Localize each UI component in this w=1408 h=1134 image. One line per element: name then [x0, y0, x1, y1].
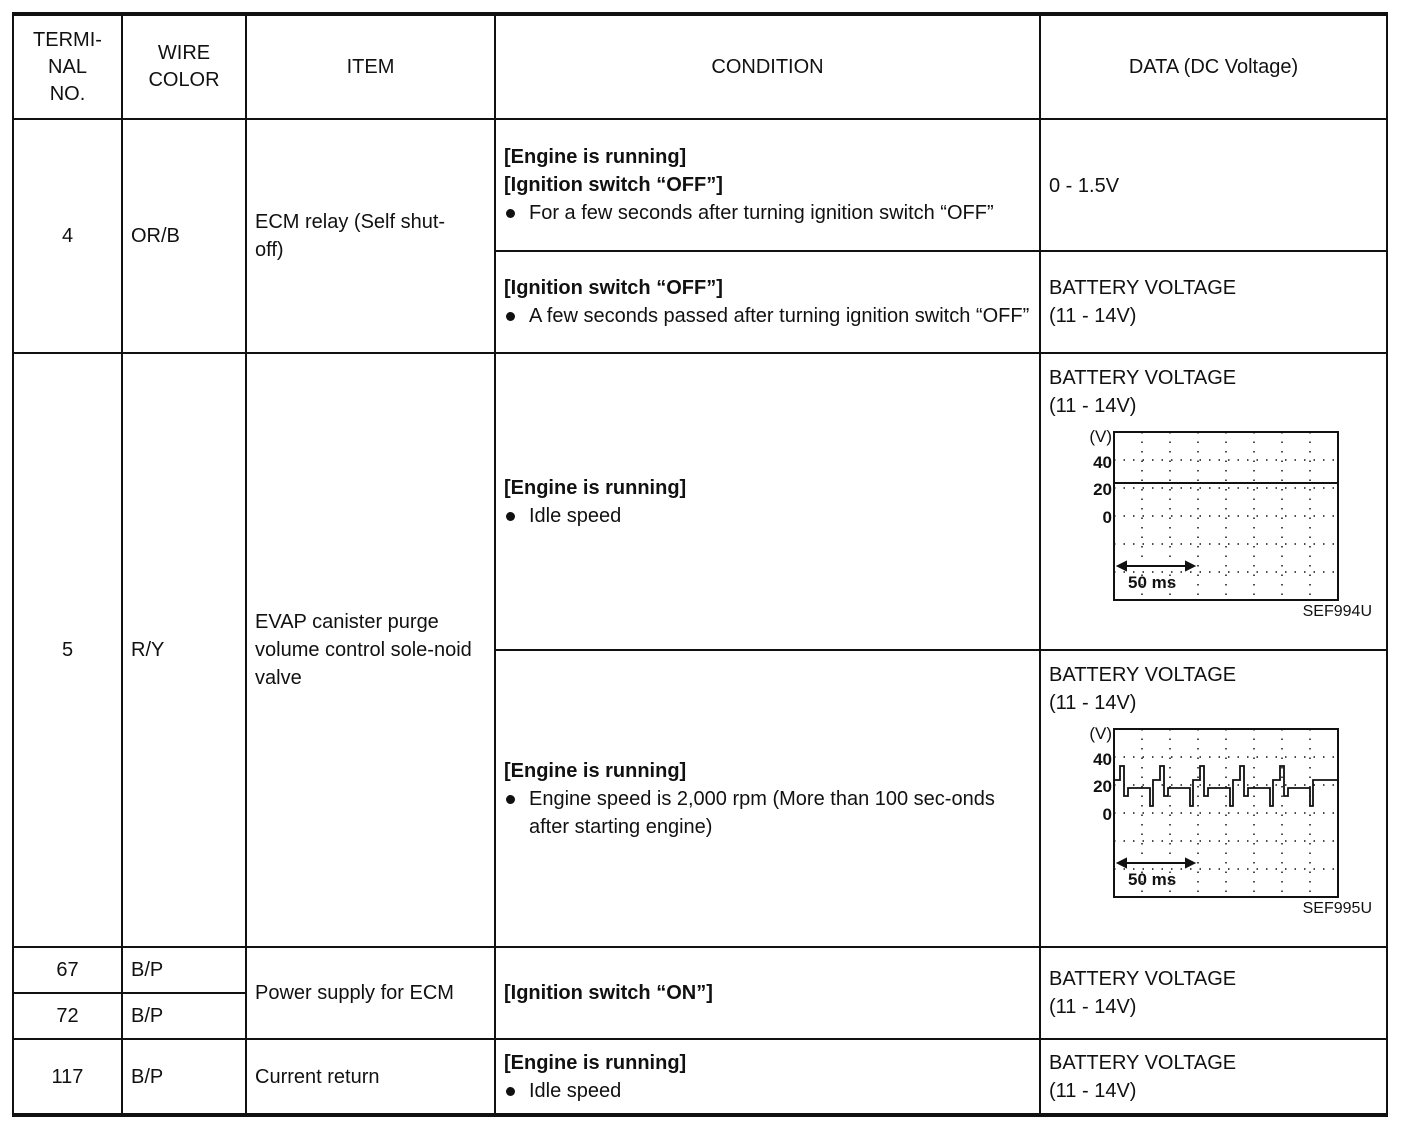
item-cell: Current return	[246, 1039, 495, 1115]
data-value: (11 - 14V)	[1049, 1079, 1137, 1102]
data-cell	[1040, 947, 1387, 1039]
y-tick-label-20: 20	[1093, 777, 1112, 796]
ecm-terminal-table	[12, 12, 1388, 1117]
header-wire-color: WIRE COLOR	[122, 14, 246, 119]
item-cell: EVAP canister purge volume control sole-noid valve	[246, 353, 495, 947]
condition-bullet: A few seconds passed after turning ignition switch “OFF”	[504, 302, 1031, 330]
condition-cell	[495, 650, 1040, 947]
condition-bullet: Engine speed is 2,000 rpm (More than 100 sec-onds after starting engine)	[504, 785, 1031, 841]
figure-code: SEF995U	[1302, 900, 1372, 917]
condition-cell	[495, 1039, 1040, 1115]
data-cell	[1040, 650, 1387, 947]
y-tick-label-0: 0	[1102, 508, 1112, 527]
data-value: BATTERY VOLTAGE	[1049, 968, 1237, 990]
terminal-cell: 72	[13, 993, 122, 1039]
terminal-cell: 117	[13, 1039, 122, 1115]
data-value: 0 - 1.5V	[1049, 175, 1120, 197]
figure-code: SEF994U	[1302, 603, 1372, 620]
wire-color-cell: OR/B	[122, 119, 246, 353]
y-axis-unit-label: (V)	[1089, 724, 1112, 743]
header-data: DATA (DC Voltage)	[1040, 14, 1387, 119]
table-row	[13, 353, 1387, 650]
oscilloscope-waveform	[1049, 420, 1378, 630]
time-scale-arrow	[1118, 859, 1194, 867]
condition-cell	[495, 947, 1040, 1039]
condition-heading: [Ignition switch “OFF”]	[504, 277, 723, 299]
y-tick-label-0: 0	[1102, 805, 1112, 824]
y-tick-label-20: 20	[1093, 480, 1112, 499]
condition-heading: [Ignition switch “OFF”]	[504, 174, 723, 196]
condition-bullet: Idle speed	[504, 502, 1031, 530]
table-row	[13, 119, 1387, 251]
condition-bullet: For a few seconds after turning ignition switch “OFF”	[504, 199, 1031, 227]
wire-color-cell: B/P	[122, 993, 246, 1039]
condition-heading: [Engine is running]	[504, 759, 687, 782]
data-value: (11 - 14V)	[1049, 395, 1137, 417]
condition-heading: [Engine is running]	[504, 1051, 687, 1074]
data-value: BATTERY VOLTAGE	[1049, 277, 1237, 299]
terminal-cell: 5	[13, 353, 122, 947]
data-value: BATTERY VOLTAGE	[1049, 367, 1237, 389]
data-value: (11 - 14V)	[1049, 996, 1137, 1018]
data-cell	[1040, 1039, 1387, 1115]
wire-color-cell: R/Y	[122, 353, 246, 947]
y-tick-label-40: 40	[1093, 750, 1112, 769]
terminal-cell: 67	[13, 947, 122, 993]
data-value: BATTERY VOLTAGE	[1049, 664, 1237, 686]
data-value: BATTERY VOLTAGE	[1049, 1051, 1237, 1074]
condition-heading: [Engine is running]	[504, 146, 687, 168]
header-row	[13, 14, 1387, 119]
item-cell: ECM relay (Self shut- off)	[246, 119, 495, 353]
condition-bullet: Idle speed	[504, 1077, 1031, 1105]
time-scale-label: 50 ms	[1128, 870, 1177, 889]
table-row	[13, 947, 1387, 993]
time-scale-label: 50 ms	[1128, 573, 1177, 592]
condition-heading: [Engine is running]	[504, 476, 687, 499]
item-cell: Power supply for ECM	[246, 947, 495, 1039]
wire-color-cell: B/P	[122, 947, 246, 993]
data-cell	[1040, 119, 1387, 251]
condition-cell	[495, 353, 1040, 650]
data-value: (11 - 14V)	[1049, 692, 1137, 714]
data-value: (11 - 14V)	[1049, 305, 1137, 327]
header-condition: CONDITION	[495, 14, 1040, 119]
condition-cell	[495, 119, 1040, 251]
condition-heading: [Ignition switch “ON”]	[504, 982, 713, 1004]
time-scale-arrow	[1118, 562, 1194, 570]
y-axis-unit-label: (V)	[1089, 427, 1112, 446]
table-row	[13, 1039, 1387, 1115]
header-item: ITEM	[246, 14, 495, 119]
y-tick-label-40: 40	[1093, 453, 1112, 472]
data-cell	[1040, 353, 1387, 650]
oscilloscope-waveform	[1049, 717, 1378, 927]
wire-color-cell: B/P	[122, 1039, 246, 1115]
condition-cell	[495, 251, 1040, 353]
header-terminal: TERMI- NAL NO.	[13, 14, 122, 119]
data-cell	[1040, 251, 1387, 353]
terminal-cell: 4	[13, 119, 122, 353]
